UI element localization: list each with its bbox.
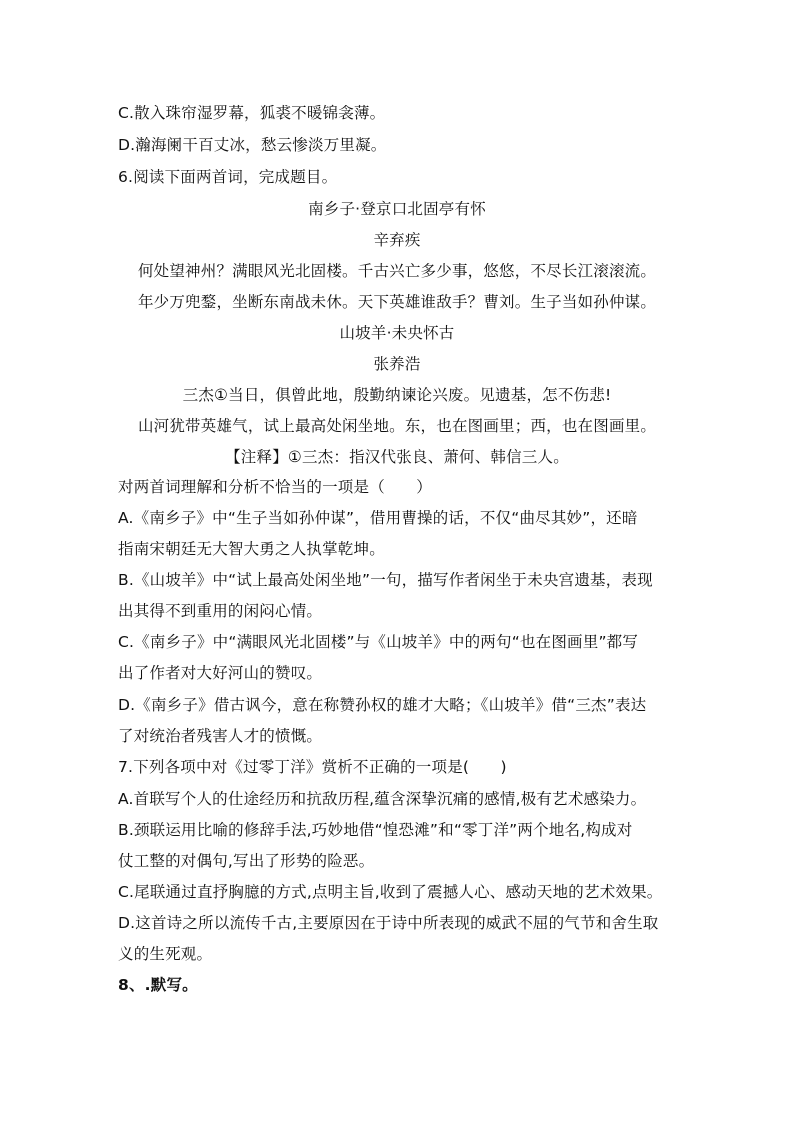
q6-option-d-line1: D.《南乡子》借古讽今，意在称赞孙权的雄才大略；《山坡羊》借“三杰”表达 [118, 696, 647, 714]
q7-option-b-line2: 仗工整的对偶句,写出了形势的险恶。 [118, 852, 375, 870]
poem2-author: 张养浩 [373, 355, 421, 373]
poem2-line2: 山河犹带英雄气，试上最高处闲坐地。东，也在图画里；西，也在图画里。 [137, 417, 657, 435]
q6-option-d-line2: 了对统治者残害人才的愤慨。 [118, 727, 323, 745]
q5-option-c: C.散入珠帘湿罗幕，狐裘不暖锦衾薄。 [118, 104, 386, 122]
q6-option-c-line1: C.《南乡子》中“满眼风光北固楼”与《山坡羊》中的两句“也在图画里”都写 [118, 633, 639, 651]
poem2-line1: 三杰①当日，俱曾此地，殷勤纳谏论兴废。见遗基，怎不伤悲! [182, 386, 612, 404]
poem1-line2: 年少万兜鍪，坐断东南战未休。天下英雄谁敌手？曹刘。生子当如孙仲谋。 [137, 293, 657, 311]
q8-heading: 8、.默写。 [118, 976, 198, 994]
q7-option-d-line1: D.这首诗之所以流传千古,主要原因在于诗中所表现的威武不屈的气节和舍生取 [118, 914, 659, 932]
q6-prompt: 6.阅读下面两首词，完成题目。 [118, 168, 338, 186]
poem1-author: 辛弃疾 [373, 231, 421, 249]
poem1-line1: 何处望神州？满眼风光北固楼。千古兴亡多少事，悠悠，不尽长江滚滚流。 [137, 262, 657, 280]
q7-option-d-line2: 义的生死观。 [118, 945, 213, 963]
q5-option-d: D.瀚海阑干百丈冰，愁云惨淡万里凝。 [118, 136, 387, 154]
q6-option-b-line2: 出其得不到重用的闲闷心情。 [118, 602, 323, 620]
q6-option-b-line1: B.《山坡羊》中“试上最高处闲坐地”一句，描写作者闲坐于未央宫遗基，表现 [118, 571, 653, 589]
q6-option-c-line2: 出了作者对大好河山的赞叹。 [118, 664, 323, 682]
q7-question: 7.下列各项中对《过零丁洋》赏析不正确的一项是( ) [118, 758, 507, 776]
poem1-title: 南乡子·登京口北固亭有怀 [308, 200, 486, 218]
poem2-title: 山坡羊·未央怀古 [339, 324, 455, 342]
q6-question: 对两首词理解和分析不恰当的一项是（ ） [118, 478, 433, 496]
q7-option-a: A.首联写个人的仕途经历和抗敌历程,蕴含深挚沉痛的感情,极有艺术感染力。 [118, 790, 647, 808]
poem2-note: 【注释】①三杰：指汉代张良、萧何、韩信三人。 [225, 448, 569, 466]
q7-option-c: C.尾联通过直抒胸臆的方式,点明主旨,收到了震撼人心、感动天地的艺术效果。 [118, 883, 663, 901]
q6-option-a-line1: A.《南乡子》中“生子当如孙仲谋”，借用曹操的话，不仅“曲尽其妙”，还暗 [118, 509, 638, 527]
q6-option-a-line2: 指南宋朝廷无大智大勇之人执掌乾坤。 [118, 540, 385, 558]
q7-option-b-line1: B.颈联运用比喻的修辞手法,巧妙地借“惶恐滩”和“零丁洋”两个地名,构成对 [118, 821, 633, 839]
